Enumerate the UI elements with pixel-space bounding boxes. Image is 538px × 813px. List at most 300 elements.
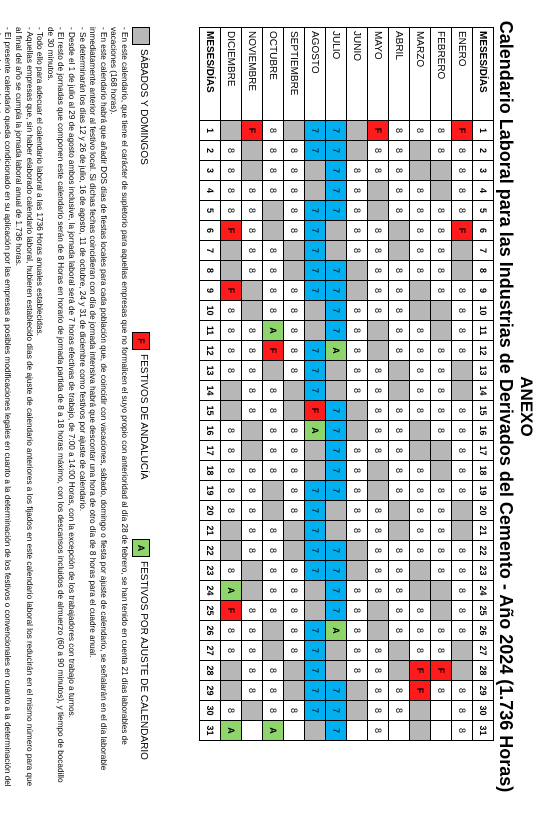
day-cell: 8 xyxy=(410,641,431,661)
day-cell: 8 xyxy=(284,181,305,201)
day-cell: 8 xyxy=(410,241,431,261)
day-cell: 8 xyxy=(263,441,284,461)
day-header-3: 3 xyxy=(473,161,494,181)
day-footer-11: 11 xyxy=(200,321,221,341)
day-cell: 8 xyxy=(368,681,389,701)
day-cell: 7 xyxy=(326,261,347,281)
day-cell xyxy=(263,361,284,381)
day-cell xyxy=(389,361,410,381)
annex-heading: ANEXO xyxy=(517,376,536,437)
day-header-4: 4 xyxy=(473,181,494,201)
day-cell: 8 xyxy=(221,141,242,161)
day-cell: 8 xyxy=(452,281,473,301)
day-header-27: 27 xyxy=(473,641,494,661)
day-cell: 8 xyxy=(452,621,473,641)
day-cell: A xyxy=(221,721,242,741)
day-cell: 8 xyxy=(221,301,242,321)
day-footer-7: 7 xyxy=(200,241,221,261)
day-cell: 7 xyxy=(326,181,347,201)
day-cell xyxy=(389,501,410,521)
day-cell: 7 xyxy=(326,461,347,481)
day-cell: A xyxy=(326,621,347,641)
day-footer-5: 5 xyxy=(200,201,221,221)
day-cell xyxy=(452,661,473,681)
day-cell: 8 xyxy=(242,381,263,401)
calendar-table xyxy=(199,27,494,741)
day-cell: 8 xyxy=(431,621,452,641)
day-cell: 8 xyxy=(242,361,263,381)
day-cell: A xyxy=(263,321,284,341)
day-cell: 7 xyxy=(326,161,347,181)
day-cell xyxy=(368,181,389,201)
day-cell xyxy=(368,481,389,501)
day-cell: 8 xyxy=(242,201,263,221)
day-cell xyxy=(452,521,473,541)
day-cell: 7 xyxy=(305,221,326,241)
day-header-18: 18 xyxy=(473,461,494,481)
day-cell xyxy=(221,261,242,281)
corner-label-bottom: MESES/DÍAS xyxy=(200,28,221,121)
day-cell: 8 xyxy=(284,341,305,361)
day-cell xyxy=(431,581,452,601)
note-line: - El resto de jornadas que componen este calendario serán de 8 Horas en horario de jornada partida de 8 a 18 horas máximo, con los descansos incluidos de almuerzo (60 a 90 minutos), y tiempo de bocadillo de 30 minutos. xyxy=(45,27,66,783)
day-cell: 7 xyxy=(326,281,347,301)
day-cell: 8 xyxy=(242,681,263,701)
day-footer-22: 22 xyxy=(200,541,221,561)
day-cell xyxy=(347,681,368,701)
day-cell: 8 xyxy=(431,501,452,521)
month-row xyxy=(242,28,263,741)
day-cell: 8 xyxy=(368,521,389,541)
day-cell xyxy=(326,221,347,241)
day-cell: 7 xyxy=(305,201,326,221)
month-row xyxy=(452,28,473,741)
day-cell xyxy=(305,721,326,741)
month-name: DICIEMBRE xyxy=(221,28,242,121)
day-footer-28: 28 xyxy=(200,661,221,681)
day-cell: 8 xyxy=(263,301,284,321)
day-cell: F xyxy=(221,601,242,621)
day-cell: 8 xyxy=(284,561,305,581)
day-cell: 7 xyxy=(305,281,326,301)
day-cell: 8 xyxy=(242,221,263,241)
day-cell xyxy=(431,181,452,201)
month-name: SEPTIEMBRE xyxy=(284,28,305,121)
day-cell: 8 xyxy=(389,161,410,181)
day-cell: 8 xyxy=(389,141,410,161)
day-cell: 7 xyxy=(305,141,326,161)
day-cell: 8 xyxy=(389,281,410,301)
day-cell: 8 xyxy=(284,361,305,381)
day-cell xyxy=(221,381,242,401)
day-cell xyxy=(326,521,347,541)
day-cell: 8 xyxy=(242,341,263,361)
legend-andalucia: FESTIVOS DE ANDALUCÍA xyxy=(138,354,149,480)
day-cell: F xyxy=(452,221,473,241)
day-cell: 8 xyxy=(389,121,410,141)
day-cell: 8 xyxy=(452,681,473,701)
month-name: ABRIL xyxy=(389,28,410,121)
day-cell xyxy=(347,701,368,721)
month-name: OCTUBRE xyxy=(263,28,284,121)
day-cell: 8 xyxy=(284,601,305,621)
day-cell xyxy=(452,381,473,401)
day-cell xyxy=(326,641,347,661)
day-cell: 8 xyxy=(410,261,431,281)
day-cell: 8 xyxy=(389,261,410,281)
day-footer-20: 20 xyxy=(200,501,221,521)
day-cell xyxy=(305,581,326,601)
day-cell xyxy=(410,421,431,441)
day-cell xyxy=(389,381,410,401)
day-footer-19: 19 xyxy=(200,481,221,501)
note-line: - El presente calendario queda condicionado en su aplicación por las empresas a posibles modificaciones legales en cuanto a la determinación de los festivos o convencionales en cuanto a la determinación del xyxy=(3,27,13,787)
day-cell: 8 xyxy=(221,481,242,501)
day-cell: F xyxy=(410,661,431,681)
day-cell: 8 xyxy=(263,681,284,701)
month-name: JULIO xyxy=(326,28,347,121)
day-cell: 8 xyxy=(389,181,410,201)
day-cell: 8 xyxy=(242,521,263,541)
day-footer-30: 30 xyxy=(200,701,221,721)
day-cell: 8 xyxy=(368,141,389,161)
day-cell: 8 xyxy=(410,321,431,341)
day-cell xyxy=(305,161,326,181)
day-cell: 8 xyxy=(389,681,410,701)
day-cell xyxy=(452,261,473,281)
day-cell: 8 xyxy=(347,341,368,361)
day-cell: 8 xyxy=(368,261,389,281)
day-cell xyxy=(305,321,326,341)
day-cell xyxy=(431,301,452,321)
day-cell: 8 xyxy=(368,661,389,681)
day-cell: 8 xyxy=(452,181,473,201)
day-cell: F xyxy=(263,341,284,361)
day-header-29: 29 xyxy=(473,681,494,701)
day-cell: 8 xyxy=(368,421,389,441)
day-cell xyxy=(347,121,368,141)
day-cell: 8 xyxy=(221,321,242,341)
day-cell: 8 xyxy=(221,461,242,481)
day-header-26: 26 xyxy=(473,621,494,641)
day-cell xyxy=(347,281,368,301)
day-cell: 8 xyxy=(452,701,473,721)
day-header-2: 2 xyxy=(473,141,494,161)
day-cell xyxy=(326,501,347,521)
day-cell: 8 xyxy=(347,621,368,641)
day-cell xyxy=(431,321,452,341)
day-cell xyxy=(347,421,368,441)
day-cell: 8 xyxy=(368,721,389,741)
day-cell: 8 xyxy=(284,161,305,181)
day-cell: 8 xyxy=(347,601,368,621)
day-cell: 8 xyxy=(347,521,368,541)
day-cell: 8 xyxy=(221,361,242,381)
day-cell: 8 xyxy=(242,401,263,421)
day-cell: 8 xyxy=(368,541,389,561)
day-cell xyxy=(452,641,473,661)
day-cell: 8 xyxy=(242,261,263,281)
month-row xyxy=(326,28,347,741)
calendar-title: Calendario Laboral para las Industrias de Derivados del Cemento - Año 2024 (1.736 Horas) xyxy=(496,20,516,793)
day-cell: 8 xyxy=(452,481,473,501)
day-cell: 8 xyxy=(368,641,389,661)
legend-weekends: SÁBADOS Y DOMINGOS xyxy=(138,49,149,165)
day-cell: 8 xyxy=(431,221,452,241)
day-cell: 7 xyxy=(305,641,326,661)
day-cell: 8 xyxy=(431,481,452,501)
day-footer-2: 2 xyxy=(200,141,221,161)
day-cell: 7 xyxy=(326,401,347,421)
day-cell: A xyxy=(221,581,242,601)
day-cell xyxy=(263,621,284,641)
day-cell: 8 xyxy=(410,521,431,541)
day-footer-14: 14 xyxy=(200,381,221,401)
day-cell: 8 xyxy=(242,461,263,481)
day-cell: 8 xyxy=(389,621,410,641)
day-footer-26: 26 xyxy=(200,621,221,641)
day-cell: 8 xyxy=(368,281,389,301)
day-cell: 8 xyxy=(221,201,242,221)
day-cell: 7 xyxy=(326,201,347,221)
day-cell: 8 xyxy=(452,581,473,601)
day-cell xyxy=(263,481,284,501)
day-cell: 8 xyxy=(431,241,452,261)
day-cell: 8 xyxy=(263,161,284,181)
note-line: - En este calendario habrá que añadir DOS días de fiestas locales para cada población que, de coincidir con vacaciones, sábado, domingo o fiesta por ajuste de calendario, se señalarán en el día laborable inmediatamente anterior al festivo local. Si dichas fechas coincidieran con día de jornada intensiva habrá que descontar una hora de otro día de 8 horas para el cuadre anual. xyxy=(88,27,108,771)
day-cell xyxy=(263,501,284,521)
day-cell: 7 xyxy=(305,381,326,401)
day-cell: 8 xyxy=(284,141,305,161)
day-cell: 8 xyxy=(263,121,284,141)
day-cell: 8 xyxy=(263,381,284,401)
day-cell xyxy=(326,361,347,381)
day-cell: 8 xyxy=(263,561,284,581)
day-header-12: 12 xyxy=(473,341,494,361)
day-cell: 8 xyxy=(242,641,263,661)
day-cell: F xyxy=(410,681,431,701)
day-cell: 8 xyxy=(431,681,452,701)
day-cell: 8 xyxy=(389,401,410,421)
month-name: MAYO xyxy=(368,28,389,121)
day-cell: A xyxy=(326,341,347,361)
month-row xyxy=(389,28,410,741)
legend xyxy=(132,27,150,787)
day-cell: 8 xyxy=(410,121,431,141)
day-cell: 8 xyxy=(452,561,473,581)
day-cell: 8 xyxy=(263,261,284,281)
day-cell: 8 xyxy=(242,321,263,341)
note-line: - Todo ello para adecuar el calendario laboral a las 1736 Horas anuales establecidas. xyxy=(35,27,45,336)
day-cell xyxy=(305,461,326,481)
day-header-5: 5 xyxy=(473,201,494,221)
day-cell xyxy=(347,721,368,741)
day-footer-16: 16 xyxy=(200,421,221,441)
day-cell: 8 xyxy=(410,601,431,621)
day-cell xyxy=(242,141,263,161)
day-cell: 8 xyxy=(242,621,263,641)
day-cell xyxy=(284,401,305,421)
day-cell: 8 xyxy=(389,201,410,221)
day-cell xyxy=(242,421,263,441)
day-footer-12: 12 xyxy=(200,341,221,361)
day-footer-18: 18 xyxy=(200,461,221,481)
day-cell: 8 xyxy=(284,201,305,221)
day-cell: 7 xyxy=(326,601,347,621)
day-cell: 8 xyxy=(452,421,473,441)
day-cell: 8 xyxy=(431,421,452,441)
day-cell: 8 xyxy=(389,601,410,621)
month-row xyxy=(284,28,305,741)
note-line: - Desde el 1 de julio al 29 de agosto ambos inclusive, la jornada laboral será de 7 horas efectivas de trabajo, de 7:00 a 14:00 Horas, con la excepción de los trabajadores con trabajo a turnos. xyxy=(67,27,77,718)
day-cell xyxy=(221,661,242,681)
month-row xyxy=(305,28,326,741)
day-cell: 8 xyxy=(263,401,284,421)
day-footer-9: 9 xyxy=(200,281,221,301)
day-cell: F xyxy=(368,121,389,141)
day-cell xyxy=(284,681,305,701)
day-cell: 8 xyxy=(284,461,305,481)
day-cell: 8 xyxy=(284,621,305,641)
day-cell: 8 xyxy=(263,421,284,441)
month-row xyxy=(410,28,431,741)
day-cell xyxy=(389,641,410,661)
day-cell: 7 xyxy=(305,121,326,141)
day-cell: 7 xyxy=(305,501,326,521)
day-header-22: 22 xyxy=(473,541,494,561)
day-cell: 8 xyxy=(452,441,473,461)
day-cell xyxy=(431,161,452,181)
day-header-16: 16 xyxy=(473,421,494,441)
day-cell xyxy=(410,301,431,321)
day-cell xyxy=(221,521,242,541)
day-cell: 8 xyxy=(242,181,263,201)
day-header-14: 14 xyxy=(473,381,494,401)
day-footer-8: 8 xyxy=(200,261,221,281)
day-cell xyxy=(242,441,263,461)
corner-label: MESES/DÍAS xyxy=(473,28,494,121)
day-footer-13: 13 xyxy=(200,361,221,381)
day-header-17: 17 xyxy=(473,441,494,461)
day-cell: 8 xyxy=(221,501,242,521)
day-cell xyxy=(221,681,242,701)
day-cell: 8 xyxy=(368,441,389,461)
day-cell: 8 xyxy=(347,161,368,181)
day-cell xyxy=(305,181,326,201)
day-cell xyxy=(410,721,431,741)
day-cell xyxy=(431,601,452,621)
day-cell: 8 xyxy=(452,401,473,421)
month-name: JUNIO xyxy=(347,28,368,121)
day-cell xyxy=(431,721,452,741)
day-cell xyxy=(221,241,242,261)
day-cell: 8 xyxy=(452,321,473,341)
day-cell: 8 xyxy=(284,701,305,721)
day-cell: 8 xyxy=(347,581,368,601)
day-cell: 8 xyxy=(452,161,473,181)
day-cell: 8 xyxy=(347,381,368,401)
day-cell: 8 xyxy=(284,221,305,241)
day-header-31: 31 xyxy=(473,721,494,741)
day-footer-4: 4 xyxy=(200,181,221,201)
day-footer-21: 21 xyxy=(200,521,221,541)
day-cell xyxy=(242,301,263,321)
day-cell: 8 xyxy=(263,141,284,161)
day-cell: A xyxy=(305,421,326,441)
day-footer-17: 17 xyxy=(200,441,221,461)
day-cell xyxy=(242,701,263,721)
note-line: - En este calendario, que tiene el carácter de supletorio para aquellas empresas que no formalicen el suyo propio con anterioridad al día 28 de febrero, se han tenido en cuenta 21 días laborables de vacaciones (168 horas). xyxy=(109,27,129,745)
day-cell xyxy=(431,701,452,721)
day-cell xyxy=(221,121,242,141)
day-cell xyxy=(284,381,305,401)
day-cell: 8 xyxy=(284,321,305,341)
day-cell xyxy=(368,201,389,221)
day-header-9: 9 xyxy=(473,281,494,301)
month-name: NOVIEMBRE xyxy=(242,28,263,121)
day-cell: 8 xyxy=(263,601,284,621)
day-cell xyxy=(368,341,389,361)
day-cell: 8 xyxy=(221,621,242,641)
day-cell xyxy=(347,401,368,421)
month-row xyxy=(431,28,452,741)
day-cell: 8 xyxy=(431,121,452,141)
day-cell xyxy=(326,661,347,681)
day-cell xyxy=(242,721,263,741)
day-header-6: 6 xyxy=(473,221,494,241)
day-cell xyxy=(305,301,326,321)
day-cell xyxy=(284,721,305,741)
day-cell: 8 xyxy=(284,501,305,521)
day-cell xyxy=(347,541,368,561)
day-cell xyxy=(368,321,389,341)
day-header-15: 15 xyxy=(473,401,494,421)
day-cell: 8 xyxy=(368,501,389,521)
day-cell xyxy=(368,621,389,641)
day-cell: 8 xyxy=(347,501,368,521)
day-cell: 8 xyxy=(242,601,263,621)
day-cell: 8 xyxy=(221,441,242,461)
day-cell: 7 xyxy=(326,441,347,461)
day-cell: 8 xyxy=(431,141,452,161)
day-cell: A xyxy=(263,721,284,741)
day-cell: 8 xyxy=(347,301,368,321)
day-cell: 8 xyxy=(431,201,452,221)
day-cell: 8 xyxy=(410,501,431,521)
day-cell xyxy=(452,361,473,381)
day-cell: 8 xyxy=(284,421,305,441)
day-cell: 8 xyxy=(221,421,242,441)
day-cell: 8 xyxy=(368,361,389,381)
day-footer-3: 3 xyxy=(200,161,221,181)
day-cell: 8 xyxy=(368,301,389,321)
day-cell: 8 xyxy=(452,301,473,321)
day-cell: 7 xyxy=(326,421,347,441)
day-cell: 7 xyxy=(326,721,347,741)
day-cell: 8 xyxy=(389,541,410,561)
day-cell xyxy=(284,521,305,541)
andalucia-swatch: F xyxy=(132,332,150,350)
day-cell: 8 xyxy=(221,561,242,581)
day-cell: 7 xyxy=(326,481,347,501)
day-cell: 8 xyxy=(242,541,263,561)
day-cell: 8 xyxy=(389,441,410,461)
day-cell xyxy=(452,501,473,521)
notes xyxy=(0,27,129,787)
day-cell: 7 xyxy=(326,581,347,601)
day-cell: 8 xyxy=(431,521,452,541)
day-cell xyxy=(410,161,431,181)
